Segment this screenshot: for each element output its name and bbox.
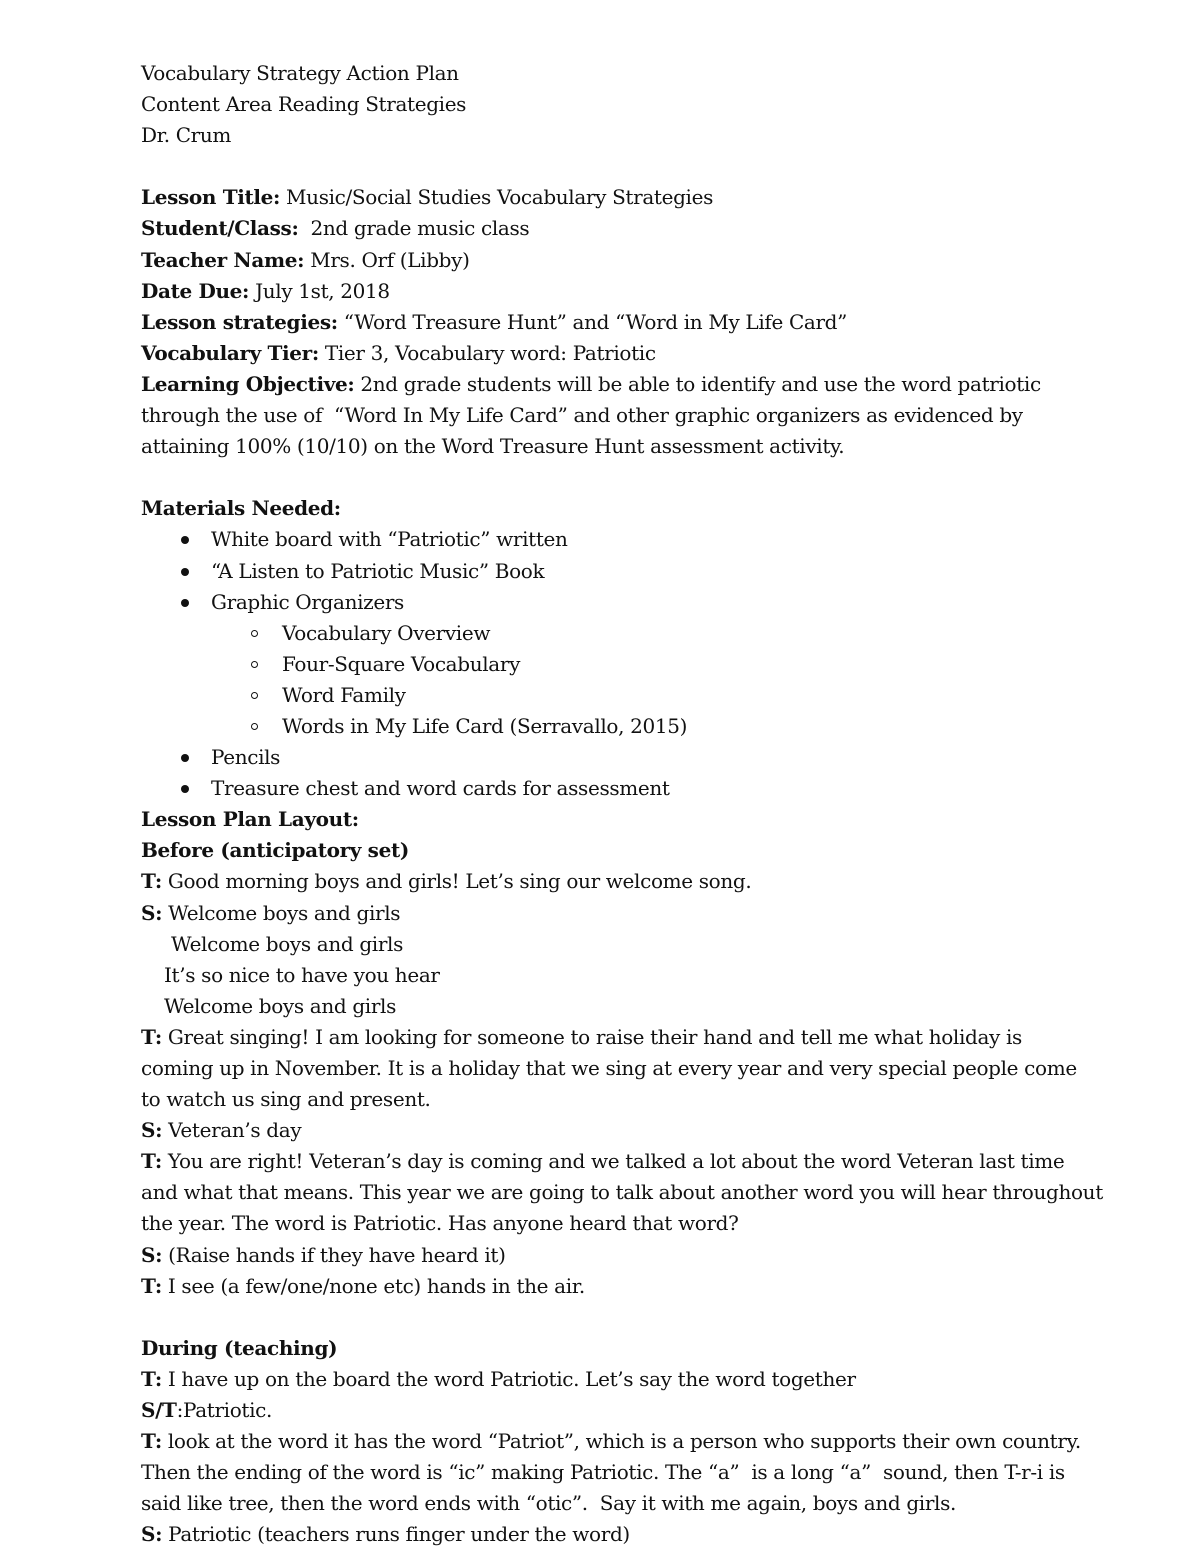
dialogue-line [141,898,1071,929]
dialogue-text: I have up on the board the word Patriotic. Let’s say the word together [161,1366,856,1391]
list-item [141,742,1071,773]
dialogue-text: Patriotic (teachers runs finger under the word) [162,1522,630,1547]
dialogue-text: (Raise hands if they have heard it) [162,1242,506,1267]
list-item [141,587,1071,618]
list-item-text: Pencils [211,745,281,770]
learning-objective-row [141,369,1071,400]
sub-list-item [141,618,1071,649]
course-subtitle: Content Area Reading Strategies [141,92,467,117]
lesson-plan-heading [141,804,1071,835]
student-class-row [141,213,1071,244]
speaker-label: S/T [141,1398,177,1423]
dialogue-line [141,1364,1071,1395]
during-heading-text: During (teaching) [141,1335,338,1360]
hollow-bullet-icon [251,692,258,699]
dialogue-text: Great singing! I am looking for someone to raise their hand and tell me what holiday is [161,1024,1022,1049]
hollow-bullet-icon [251,661,258,668]
speaker-label: T: [141,1273,162,1298]
document-page [141,58,1103,1551]
vocabulary-tier-row [141,338,1071,369]
course-title: Vocabulary Strategy Action Plan [141,61,459,85]
materials-heading-text: Materials Needed: [141,496,341,521]
list-item-text: Graphic Organizers [211,589,404,614]
hollow-bullet-icon [251,630,258,637]
teacher-name-row [141,245,1071,276]
lesson-title-label: Lesson Title: [141,185,281,210]
date-due-row [141,276,1071,307]
list-item-text: Treasure chest and word cards for assessment [211,776,670,801]
learning-objective-text-2: through the use of “Word In My Life Card” and other graphic organizers as evidenced by [141,403,1023,428]
dialogue-line [141,1426,1081,1457]
list-item-text: White board with “Patriotic” written [211,527,568,552]
materials-heading [141,493,1071,524]
dialogue-line [141,1271,1071,1302]
dialogue-text: :Patriotic. [176,1398,272,1423]
student-class-value: 2nd grade music class [298,216,530,241]
teacher-name-value: Mrs. Orf (Libby) [304,247,470,272]
vocabulary-tier-value: Tier 3, Vocabulary word: Patriotic [318,340,656,365]
sub-list-item [141,711,1071,742]
dialogue-continuation: to watch us sing and present. [141,1087,431,1112]
bullet-icon [181,785,189,793]
student-class-label: Student/Class: [141,216,299,241]
dialogue-line [141,866,1071,897]
spacer [141,1302,1071,1333]
dialogue-text: Good morning boys and girls! Let’s sing our welcome song. [161,869,752,894]
sub-list-item-text: Word Family [282,682,406,707]
list-item-text: “A Listen to Patriotic Music” Book [211,558,545,583]
speaker-label: S: [141,900,163,925]
dialogue-line [141,1022,1071,1053]
speaker-label: S: [141,1118,163,1143]
learning-objective-text-3: attaining 100% (10/10) on the Word Treasure Hunt assessment activity. [141,434,845,459]
sub-list-item-text: Words in My Life Card (Serravallo, 2015) [282,713,688,738]
dialogue-continuation: Then the ending of the word is “ic” making Patriotic. The “a” is a long “a” sound, then T-r-i is [141,1460,1065,1485]
dialogue-text: I see (a few/one/none etc) hands in the air. [161,1273,585,1298]
teacher-name-label: Teacher Name: [141,247,305,272]
speaker-label: S: [141,1242,163,1267]
sub-list-item-text: Four-Square Vocabulary [282,651,521,676]
song-line: It’s so nice to have you hear [164,962,440,987]
list-item [141,773,1071,804]
song-line: Welcome boys and girls [171,931,404,956]
dialogue-text: Veteran’s day [162,1118,302,1143]
hollow-bullet-icon [251,723,258,730]
date-due-value: July 1st, 2018 [249,278,390,303]
list-item [141,524,1071,555]
speaker-label: S: [141,1522,163,1547]
lesson-title-value: Music/Social Studies Vocabulary Strategies [280,185,713,210]
vocabulary-tier-label: Vocabulary Tier: [141,340,319,365]
lesson-plan-heading-text: Lesson Plan Layout: [141,807,359,832]
dialogue-text: You are right! Veteran’s day is coming and we talked a lot about the word Veteran last time [161,1149,1065,1174]
dialogue-line [141,1519,1071,1550]
bullet-icon [181,754,189,762]
dialogue-line [141,1146,1071,1177]
dialogue-continuation: coming up in November. It is a holiday that we sing at every year and very special people come [141,1056,1077,1080]
spacer [141,462,1071,493]
bullet-icon [181,599,189,607]
lesson-title-row [141,182,1071,213]
dialogue-line [141,1395,1071,1426]
bullet-icon [181,536,189,544]
learning-objective-label: Learning Objective: [141,371,355,396]
dialogue-continuation: said like tree, then the word ends with “otic”. Say it with me again, boys and girls. [141,1491,957,1516]
dialogue-continuation: and what that means. This year we are going to talk about another word you will hear throughout [141,1180,1103,1205]
before-heading [141,835,1071,866]
instructor-name: Dr. Crum [141,123,232,148]
song-line: Welcome boys and girls [164,993,397,1018]
lesson-strategies-row [141,307,1071,338]
before-heading-text: Before (anticipatory set) [141,838,409,863]
spacer [141,151,1071,182]
date-due-label: Date Due: [141,278,250,303]
lesson-strategies-label: Lesson strategies: [141,309,338,334]
during-heading [141,1333,1071,1364]
dialogue-continuation: the year. The word is Patriotic. Has anyone heard that word? [141,1211,739,1236]
learning-objective-text-1: 2nd grade students will be able to identify and use the word patriotic [354,371,1041,396]
sub-list-item [141,680,1071,711]
dialogue-line [141,1115,1071,1146]
bullet-icon [181,568,189,576]
speaker-label: T: [141,1366,162,1391]
lesson-strategies-value: “Word Treasure Hunt” and “Word in My Life Card” [337,309,848,334]
list-item [141,556,1071,587]
dialogue-text: Welcome boys and girls [162,900,401,925]
sub-list-item [141,649,1071,680]
speaker-label: T: [141,1024,162,1049]
speaker-label: T: [141,1429,162,1454]
speaker-label: T: [141,1149,162,1174]
sub-list-item-text: Vocabulary Overview [282,620,491,645]
dialogue-text: look at the word it has the word “Patriot”, which is a person who supports their own country. [161,1429,1081,1454]
speaker-label: T: [141,869,162,894]
dialogue-line [141,1240,1071,1271]
